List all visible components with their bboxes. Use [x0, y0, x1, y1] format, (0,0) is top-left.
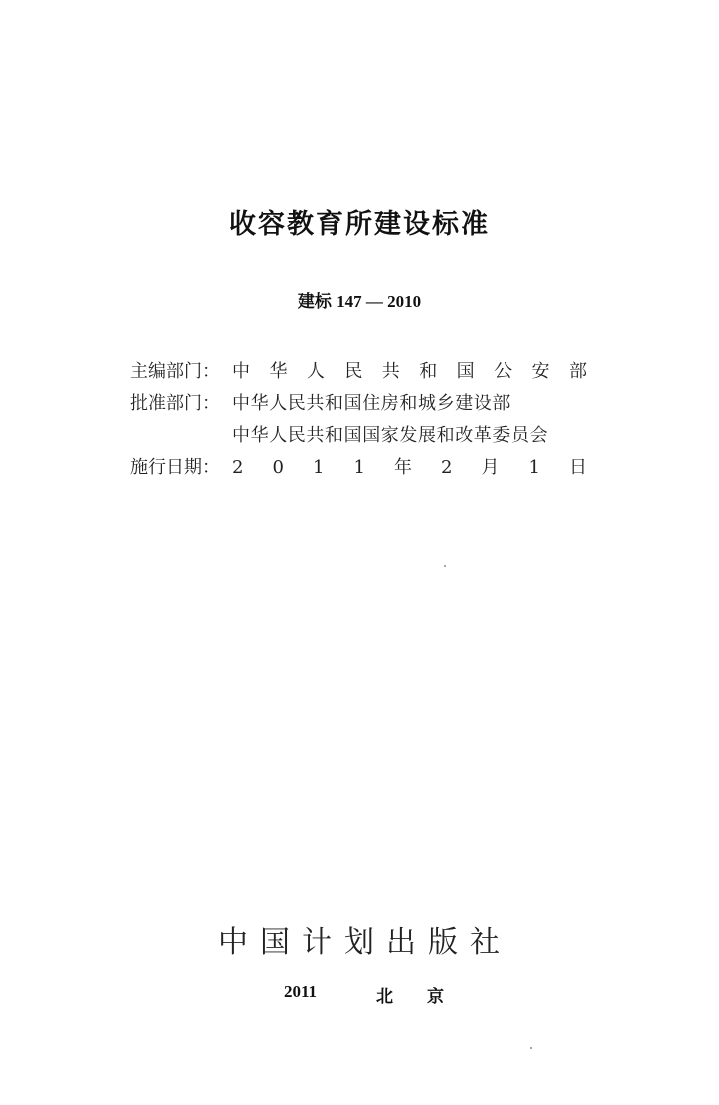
- book-title: 收容教育所建设标准: [229, 209, 490, 240]
- info-value: 中 华 人 民 共 和 国 公 安 部: [232, 361, 587, 382]
- publish-city: 北 京: [376, 987, 444, 1006]
- info-value: 中华人民共和国国家发展和改革委员会: [232, 425, 549, 446]
- info-row: [130, 388, 600, 420]
- info-block: [130, 356, 600, 484]
- info-label: 施行日期：: [130, 457, 220, 478]
- info-label: 批准部门：: [130, 393, 220, 414]
- publisher-name: 中 国 计 划 出 版 社: [218, 925, 500, 960]
- scan-speck: [530, 1047, 532, 1049]
- info-row: [130, 356, 600, 388]
- standard-code: 建标 147 — 2010: [297, 292, 422, 311]
- info-label: 主编部门：: [130, 361, 220, 382]
- info-value: 2 0 1 1 年 2 月 1 日: [232, 457, 587, 478]
- publish-line: [284, 982, 444, 1007]
- info-row: [130, 420, 600, 452]
- info-value: 中华人民共和国住房和城乡建设部: [232, 393, 511, 414]
- scan-speck: [444, 565, 446, 567]
- info-row: [130, 452, 600, 484]
- publish-year: 2011: [284, 982, 318, 1001]
